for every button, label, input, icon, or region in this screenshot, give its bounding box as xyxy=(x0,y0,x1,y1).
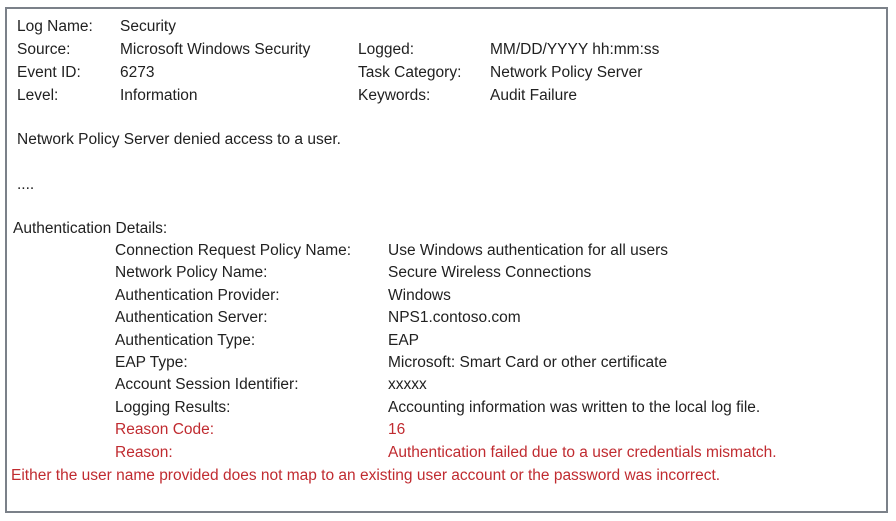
header-value-source: Microsoft Windows Security xyxy=(120,41,311,58)
detail-row-authentication-server xyxy=(17,307,878,329)
reason-footer-note: Either the user name provided does not map to an existing user account or the password was incorrect. xyxy=(11,467,721,485)
detail-label: Connection Request Policy Name: xyxy=(115,242,352,259)
header-value-log-name: Security xyxy=(120,18,176,35)
detail-label: Authentication Server: xyxy=(115,309,268,327)
header-label-event-id: Event ID: xyxy=(17,64,81,81)
header-label-blank xyxy=(358,15,490,38)
detail-label: Reason Code: xyxy=(115,421,215,439)
detail-row-account-session-identifier xyxy=(17,374,878,396)
detail-label: Logging Results: xyxy=(115,398,231,416)
header-label-log-name: Log Name: xyxy=(17,18,93,35)
detail-label: Network Policy Name: xyxy=(115,264,268,282)
header-value-event-id: 6273 xyxy=(120,64,155,81)
detail-row-reason-code xyxy=(17,419,878,441)
detail-value: Use Windows authentication for all users xyxy=(388,242,668,259)
ellipsis-text: .... xyxy=(17,176,35,193)
detail-value: xxxxx xyxy=(388,376,427,394)
header-label-task-category: Task Category: xyxy=(358,64,462,81)
auth-details-list xyxy=(17,240,878,464)
header-value-task-category: Network Policy Server xyxy=(490,64,643,81)
event-header xyxy=(17,15,878,107)
detail-label: Account Session Identifier: xyxy=(115,376,299,394)
header-value-level: Information xyxy=(120,87,198,104)
detail-row-eap-type xyxy=(17,352,878,374)
detail-value: 16 xyxy=(388,421,406,439)
header-label-keywords: Keywords: xyxy=(358,87,431,104)
header-label-level: Level: xyxy=(17,87,59,104)
detail-label: Reason: xyxy=(115,443,173,461)
detail-row-authentication-provider xyxy=(17,285,878,307)
detail-label: Authentication Provider: xyxy=(115,286,280,304)
auth-details-heading: Authentication Details: xyxy=(13,220,168,237)
detail-value: Accounting information was written to the local log file. xyxy=(388,398,761,416)
header-value-logged: MM/DD/YYYY hh:mm:ss xyxy=(490,41,660,58)
detail-row-network-policy-name xyxy=(17,262,878,284)
detail-label: Authentication Type: xyxy=(115,331,256,349)
detail-value: NPS1.contoso.com xyxy=(388,309,521,327)
detail-label: EAP Type: xyxy=(115,354,188,372)
detail-value: Secure Wireless Connections xyxy=(388,264,592,282)
event-log-panel xyxy=(5,7,888,513)
header-value-blank xyxy=(490,15,878,38)
detail-row-reason xyxy=(17,442,878,464)
detail-value: Microsoft: Smart Card or other certificate xyxy=(388,354,668,372)
detail-row-connection-request-policy xyxy=(17,240,878,262)
header-label-source: Source: xyxy=(17,41,71,58)
detail-value: Windows xyxy=(388,286,451,304)
event-description: Network Policy Server denied access to a user. xyxy=(17,131,341,148)
detail-value: Authentication failed due to a user credentials mismatch. xyxy=(388,443,777,461)
header-value-keywords: Audit Failure xyxy=(490,87,578,104)
detail-row-authentication-type xyxy=(17,330,878,352)
detail-value: EAP xyxy=(388,331,420,349)
header-label-logged: Logged: xyxy=(358,41,415,58)
detail-row-logging-results xyxy=(17,397,878,419)
